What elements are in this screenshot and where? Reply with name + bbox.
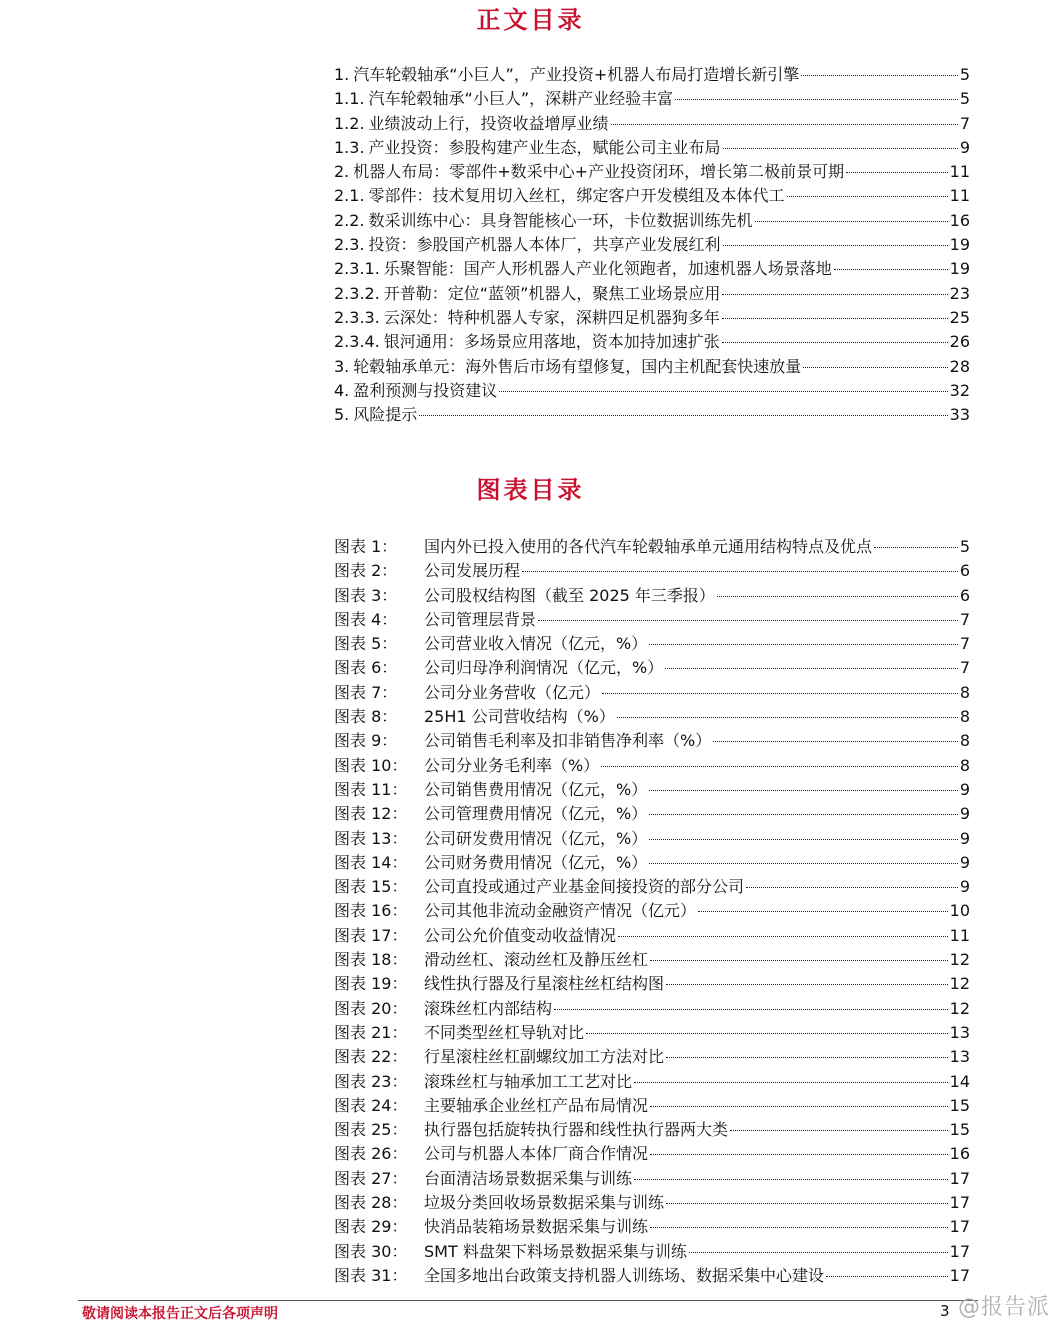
toc-entry-number: 1.2. (334, 113, 365, 133)
figure-entry[interactable] (334, 1118, 970, 1142)
dot-leader (665, 668, 958, 669)
toc-entry-number: 2.3.1. (334, 259, 380, 279)
figure-entry-number: 图表 10： (334, 755, 408, 775)
dot-leader (787, 196, 948, 197)
figure-entry[interactable] (334, 656, 970, 680)
figure-entry-text: 公司销售毛利率及扣非销售净利率（%） (424, 731, 712, 751)
toc-entry[interactable] (334, 355, 970, 379)
figure-entry[interactable] (334, 1021, 970, 1045)
toc-entry-text: 数采训练中心：具身智能核心一环，卡位数据训练先机 (368, 210, 753, 230)
figure-entry-number: 图表 26： (334, 1144, 408, 1164)
dot-leader (554, 1009, 948, 1010)
dot-leader (586, 1033, 948, 1034)
watermark-logo: @报告派 (958, 1295, 1051, 1320)
dot-leader (538, 620, 958, 621)
figure-entry[interactable] (334, 754, 970, 778)
figure-entry-number: 图表 31： (334, 1265, 408, 1285)
figure-entry-text: 公司管理层背景 (424, 609, 537, 629)
dot-leader (717, 596, 958, 597)
figure-entry-text: 公司管理费用情况（亿元，%） (424, 804, 648, 824)
footer-divider (78, 1300, 978, 1301)
dot-leader (730, 1130, 948, 1131)
toc-entry-number: 3. (334, 356, 350, 376)
figure-entry[interactable] (334, 1167, 970, 1191)
figure-list-title: 图表目录 (476, 475, 585, 504)
toc-entry-page: 11 (949, 162, 970, 182)
dot-leader (522, 571, 958, 572)
figure-entry-page: 12 (949, 998, 970, 1018)
figure-entry-text: 公司营业收入情况（亿元，%） (424, 634, 648, 654)
toc-entry-number: 2.3.3. (334, 307, 380, 327)
figure-entry-page: 15 (949, 1120, 970, 1140)
toc-entry[interactable] (334, 257, 970, 281)
dot-leader (634, 1082, 948, 1083)
figure-entry-text: 滑动丝杠、滚动丝杠及静压丝杠 (424, 950, 649, 970)
figure-entry[interactable] (334, 705, 970, 729)
figure-entry-page: 5 (959, 537, 970, 556)
toc-entry-page: 5 (959, 89, 970, 109)
figure-entry-page: 8 (959, 755, 970, 775)
figure-entry-number: 图表 8： (334, 707, 398, 727)
dot-leader (801, 75, 958, 76)
figure-entry-text: 公司股权结构图（截至 2025 年三季报） (424, 585, 715, 605)
dot-leader (617, 717, 958, 718)
toc-entry-text: 汽车轮毂轴承“小巨人”，产业投资+机器人布局打造增长新引擎 (353, 65, 800, 84)
figure-entry-page: 9 (959, 828, 970, 848)
toc-entry-text: 乐聚智能：国产人形机器人产业化领跑者，加速机器人场景落地 (383, 259, 832, 279)
figure-entry-page: 9 (959, 804, 970, 824)
dot-leader (611, 124, 958, 125)
figure-entry-number: 图表 15： (334, 877, 408, 897)
figure-entry[interactable] (334, 875, 970, 899)
dot-leader (746, 887, 958, 888)
toc-entry-text: 开普勒：定位“蓝领”机器人，聚焦工业场景应用 (383, 283, 721, 303)
dot-leader (650, 1154, 948, 1155)
figure-entry-page: 7 (959, 634, 970, 654)
dot-leader (634, 1179, 948, 1180)
dot-leader (675, 99, 958, 100)
figure-entry-number: 图表 20： (334, 998, 408, 1018)
figure-entry-page: 13 (949, 1047, 970, 1067)
toc-entry-page: 28 (949, 356, 970, 376)
figure-entry-text: 公司发展历程 (424, 561, 521, 581)
toc-entry-page: 26 (949, 332, 970, 352)
figure-entry-text: 全国多地出台政策支持机器人训练场、数据采集中心建设 (424, 1265, 825, 1285)
dot-leader (618, 936, 948, 937)
dot-leader (649, 814, 958, 815)
toc-entry-text: 机器人布局：零部件+数采中心+产业投资闭环，增长第二极前景可期 (353, 162, 845, 182)
toc-entry-text: 盈利预测与投资建议 (353, 380, 498, 400)
figure-entry[interactable] (334, 827, 970, 851)
toc-entry-text: 风险提示 (353, 405, 418, 425)
figure-entry[interactable] (334, 802, 970, 826)
dot-leader (649, 839, 958, 840)
dot-leader (650, 1106, 948, 1107)
toc-entry-text: 业绩波动上行，投资收益增厚业绩 (368, 113, 609, 133)
figure-entry-page: 9 (959, 877, 970, 897)
toc-entry-page: 32 (949, 380, 970, 400)
figure-entry[interactable] (334, 584, 970, 608)
figure-entry-text: 公司销售费用情况（亿元，%） (424, 779, 648, 799)
toc-entry-page: 19 (949, 259, 970, 279)
figure-entry-number: 图表 13： (334, 828, 408, 848)
toc-entry[interactable] (334, 282, 970, 306)
toc-entry-number: 2. (334, 162, 350, 182)
toc-entry[interactable] (334, 63, 970, 87)
figure-entry-number: 图表 4： (334, 609, 398, 629)
figure-list (334, 535, 970, 1288)
toc-entry[interactable] (334, 184, 970, 208)
figure-entry-text: 行星滚柱丝杠副螺纹加工方法对比 (424, 1047, 665, 1067)
figure-entry-number: 图表 19： (334, 974, 408, 994)
figure-entry[interactable] (334, 1264, 970, 1288)
dot-leader (874, 547, 958, 548)
dot-leader (602, 693, 958, 694)
dot-leader (666, 1203, 948, 1204)
figure-entry-text: 国内外已投入使用的各代汽车轮毂轴承单元通用结构特点及优点 (424, 537, 873, 556)
figure-entry-number: 图表 14： (334, 852, 408, 872)
figure-entry-page: 8 (959, 682, 970, 702)
figure-entry-text: 快消品装箱场景数据采集与训练 (424, 1217, 649, 1237)
figure-entry-number: 图表 7： (334, 682, 398, 702)
disclaimer-note[interactable]: 敬请阅读本报告正文后各项声明 (82, 1305, 278, 1321)
toc-entry-number: 2.2. (334, 210, 365, 230)
figure-entry-number: 图表 5： (334, 634, 398, 654)
figure-entry-text: 公司研发费用情况（亿元，%） (424, 828, 648, 848)
figure-entry[interactable] (334, 997, 970, 1021)
figure-entry-page: 7 (959, 658, 970, 678)
figure-entry-number: 图表 25： (334, 1120, 408, 1140)
figure-entry-number: 图表 9： (334, 731, 398, 751)
figure-entry[interactable] (334, 559, 970, 583)
figure-entry[interactable] (334, 1045, 970, 1069)
toc-entry[interactable] (334, 233, 970, 257)
toc-entry-text: 轮毂轴承单元：海外售后市场有望修复，国内主机配套快速放量 (353, 356, 802, 376)
toc-entry-page: 16 (949, 210, 970, 230)
figure-entry-number: 图表 6： (334, 658, 398, 678)
toc-entry-text: 汽车轮毂轴承“小巨人”，深耕产业经验丰富 (368, 89, 674, 109)
toc-entry-page: 25 (949, 307, 970, 327)
figure-entry-text: 主要轴承企业丝杠产品布局情况 (424, 1095, 649, 1115)
toc-entry-page: 9 (959, 137, 970, 157)
figure-entry-number: 图表 21： (334, 1022, 408, 1042)
toc-entry[interactable] (334, 87, 970, 111)
figure-entry-text: 垃圾分类回收场景数据采集与训练 (424, 1193, 665, 1213)
toc-entry-number: 2.3. (334, 235, 365, 255)
page-number: 3 (940, 1302, 950, 1320)
toc-entry-number: 2.1. (334, 186, 365, 206)
figure-entry-page: 12 (949, 950, 970, 970)
figure-entry-number: 图表 23： (334, 1071, 408, 1091)
figure-entry-number: 图表 2： (334, 561, 398, 581)
toc-entry-number: 5. (334, 405, 350, 425)
figure-entry-page: 14 (949, 1071, 970, 1091)
toc-title: 正文目录 (476, 5, 585, 34)
dot-leader (698, 911, 948, 912)
figure-entry-text: 25H1 公司营收结构（%） (424, 707, 615, 727)
figure-entry-number: 图表 12： (334, 804, 408, 824)
figure-entry[interactable] (334, 1215, 970, 1239)
toc-entry-number: 1. (334, 65, 350, 84)
figure-entry-text: 公司其他非流动金融资产情况（亿元） (424, 901, 697, 921)
figure-entry-text: 公司财务费用情况（亿元，%） (424, 852, 648, 872)
figure-entry[interactable] (334, 535, 970, 559)
dot-leader (826, 1276, 948, 1277)
figure-entry-page: 8 (959, 731, 970, 751)
figure-entry[interactable] (334, 899, 970, 923)
figure-entry[interactable] (334, 1070, 970, 1094)
figure-entry-number: 图表 18： (334, 950, 408, 970)
toc-list (334, 63, 970, 427)
figure-entry-number: 图表 3： (334, 585, 398, 605)
toc-entry[interactable] (334, 136, 970, 160)
figure-entry-page: 17 (949, 1217, 970, 1237)
figure-entry[interactable] (334, 948, 970, 972)
figure-entry[interactable] (334, 632, 970, 656)
toc-entry-page: 5 (959, 65, 970, 84)
figure-entry-text: 公司归母净利润情况（亿元，%） (424, 658, 664, 678)
figure-entry[interactable] (334, 1142, 970, 1166)
figure-entry[interactable] (334, 1240, 970, 1264)
figure-entry-text: 不同类型丝杠导轨对比 (424, 1022, 585, 1042)
figure-entry[interactable] (334, 1094, 970, 1118)
dot-leader (713, 741, 958, 742)
figure-entry-page: 13 (949, 1022, 970, 1042)
dot-leader (723, 245, 948, 246)
figure-entry[interactable] (334, 972, 970, 996)
dot-leader (722, 318, 948, 319)
figure-entry-text: 线性执行器及行星滚柱丝杠结构图 (424, 974, 665, 994)
toc-entry-text: 投资：参股国产机器人本体厂，共享产业发展红利 (368, 235, 721, 255)
figure-entry-number: 图表 22： (334, 1047, 408, 1067)
dot-leader (649, 863, 958, 864)
figure-entry-number: 图表 24： (334, 1095, 408, 1115)
toc-entry-number: 1.3. (334, 137, 365, 157)
dot-leader (834, 269, 948, 270)
figure-entry-page: 7 (959, 609, 970, 629)
dot-leader (499, 391, 947, 392)
toc-entry[interactable] (334, 160, 970, 184)
figure-entry-page: 17 (949, 1265, 970, 1285)
toc-entry-page: 33 (949, 405, 970, 425)
toc-entry-number: 4. (334, 380, 350, 400)
dot-leader (666, 984, 948, 985)
dot-leader (666, 1057, 948, 1058)
toc-entry[interactable] (334, 330, 970, 354)
toc-entry-number: 2.3.4. (334, 332, 380, 352)
figure-entry-page: 6 (959, 561, 970, 581)
dot-leader (803, 367, 947, 368)
figure-entry-text: 台面清洁场景数据采集与训练 (424, 1168, 633, 1188)
figure-entry-number: 图表 16： (334, 901, 408, 921)
figure-entry-number: 图表 29： (334, 1217, 408, 1237)
dot-leader (846, 172, 948, 173)
toc-entry-page: 11 (949, 186, 970, 206)
dot-leader (722, 294, 947, 295)
figure-entry-number: 图表 17： (334, 925, 408, 945)
toc-entry-text: 银河通用：多场景应用落地，资本加持加速扩张 (383, 332, 720, 352)
figure-entry-number: 图表 27： (334, 1168, 408, 1188)
figure-entry-page: 17 (949, 1193, 970, 1213)
figure-entry[interactable] (334, 1191, 970, 1215)
figure-entry-page: 8 (959, 707, 970, 727)
figure-entry-text: 执行器包括旋转执行器和线性执行器两大类 (424, 1120, 729, 1140)
dot-leader (649, 644, 958, 645)
figure-entry-text: 公司与机器人本体厂商合作情况 (424, 1144, 649, 1164)
toc-entry-page: 23 (949, 283, 970, 303)
figure-entry-page: 15 (949, 1095, 970, 1115)
figure-entry-page: 17 (949, 1241, 970, 1261)
toc-entry-page: 19 (949, 235, 970, 255)
figure-entry-text: SMT 料盘架下料场景数据采集与训练 (424, 1241, 687, 1261)
toc-entry-number: 2.3.2. (334, 283, 380, 303)
figure-entry[interactable] (334, 924, 970, 948)
dot-leader (650, 1227, 948, 1228)
figure-entry[interactable] (334, 729, 970, 753)
figure-entry[interactable] (334, 608, 970, 632)
toc-entry[interactable] (334, 112, 970, 136)
toc-entry[interactable] (334, 403, 970, 427)
figure-entry-page: 9 (959, 779, 970, 799)
figure-entry-page: 16 (949, 1144, 970, 1164)
toc-entry[interactable] (334, 306, 970, 330)
figure-entry-page: 10 (949, 901, 970, 921)
dot-leader (723, 148, 958, 149)
figure-entry-page: 9 (959, 852, 970, 872)
dot-leader (755, 221, 948, 222)
figure-entry-page: 6 (959, 585, 970, 605)
toc-entry-text: 云深处：特种机器人专家，深耕四足机器狗多年 (383, 307, 720, 327)
figure-entry-number: 图表 11： (334, 779, 408, 799)
figure-entry-text: 公司公允价值变动收益情况 (424, 925, 617, 945)
dot-leader (419, 415, 947, 416)
toc-entry-number: 1.1. (334, 89, 365, 109)
figure-entry-number: 图表 28： (334, 1193, 408, 1213)
figure-entry-number: 图表 1： (334, 537, 398, 556)
figure-entry-page: 12 (949, 974, 970, 994)
figure-entry-text: 滚珠丝杠内部结构 (424, 998, 553, 1018)
toc-entry[interactable] (334, 379, 970, 403)
figure-entry-text: 公司直投或通过产业基金间接投资的部分公司 (424, 877, 745, 897)
dot-leader (601, 766, 958, 767)
figure-entry-text: 公司分业务营收（亿元） (424, 682, 601, 702)
dot-leader (689, 1252, 948, 1253)
figure-entry[interactable] (334, 681, 970, 705)
figure-entry-text: 公司分业务毛利率（%） (424, 755, 600, 775)
figure-entry[interactable] (334, 851, 970, 875)
figure-entry-page: 11 (949, 925, 970, 945)
toc-entry[interactable] (334, 209, 970, 233)
toc-entry-text: 零部件：技术复用切入丝杠，绑定客户开发模组及本体代工 (368, 186, 785, 206)
toc-entry-page: 7 (959, 113, 970, 133)
dot-leader (650, 960, 948, 961)
figure-entry-page: 17 (949, 1168, 970, 1188)
figure-entry-number: 图表 30： (334, 1241, 408, 1261)
dot-leader (722, 342, 948, 343)
toc-entry-text: 产业投资：参股构建产业生态，赋能公司主业布局 (368, 137, 721, 157)
figure-entry-text: 滚珠丝杠与轴承加工工艺对比 (424, 1071, 633, 1091)
dot-leader (649, 790, 958, 791)
figure-entry[interactable] (334, 778, 970, 802)
